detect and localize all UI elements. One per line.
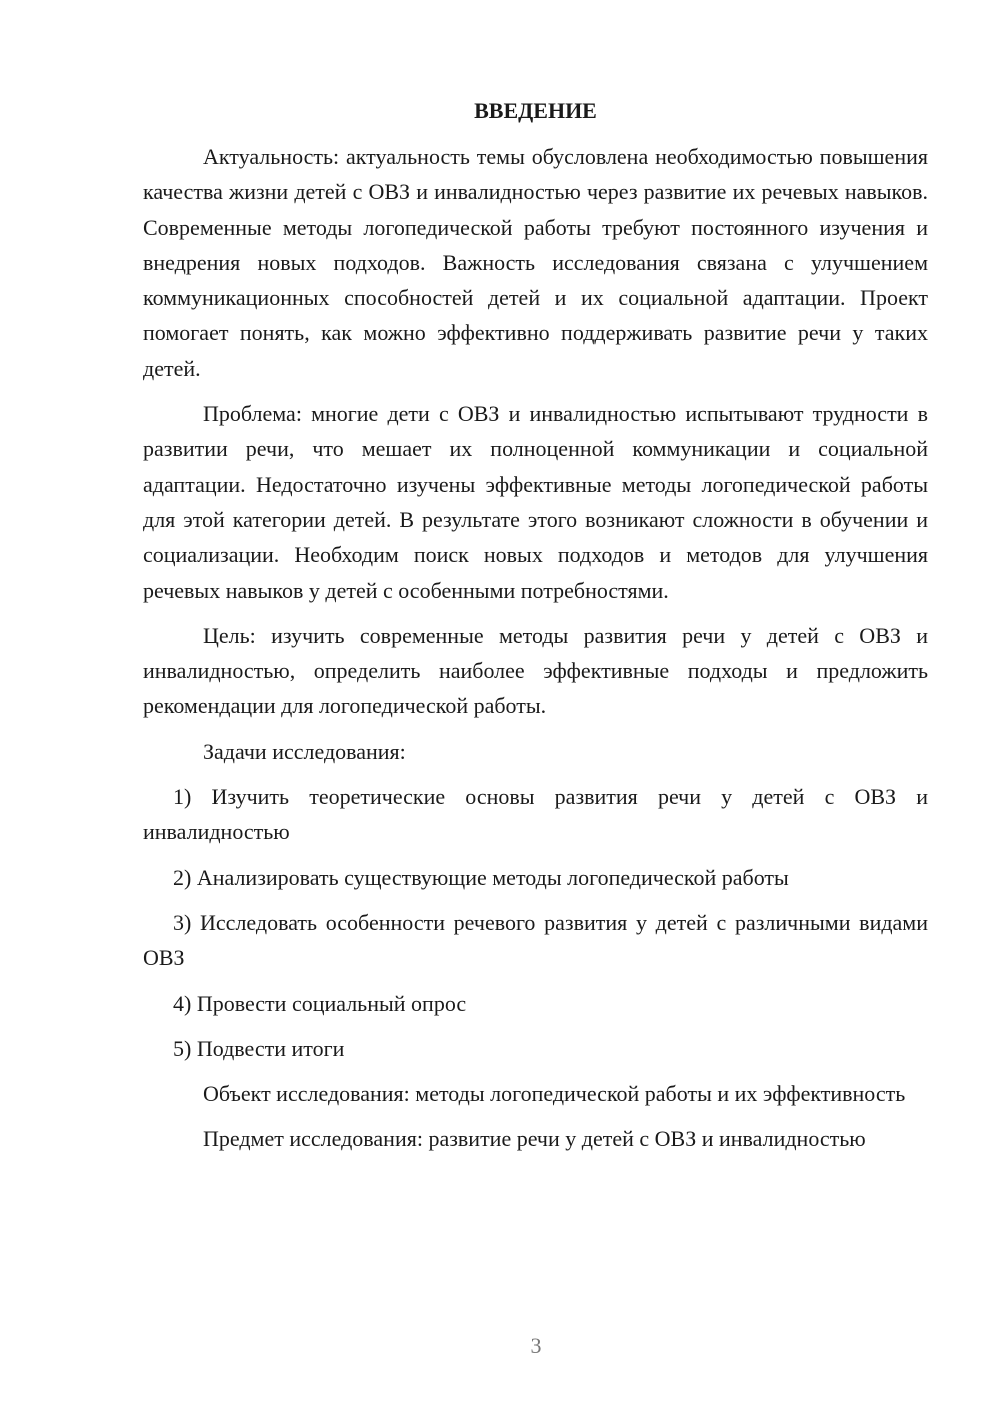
task-item-5: 5) Подвести итоги xyxy=(173,1035,345,1061)
relevance-paragraph: Актуальность: актуальность темы обусловлена необходимостью повышения качества жизни детей с ОВЗ и инвалидностью через развитие их речевых навыков. Современные методы логопедической работы требуют постоянного изучения и внедрения новых подходов. Важность исследования связана с улучшением коммуникационных способностей детей и их социальной адаптации. Проект помогает понять, как можно эффективно поддерживать развитие речи у таких детей. xyxy=(143,144,928,381)
task-item-4: 4) Провести социальный опрос xyxy=(173,990,467,1016)
object-paragraph: Объект исследования: методы логопедической работы и их эффективность xyxy=(203,1081,906,1107)
task-item-3: 3) Исследовать особенности речевого развития у детей с различными видами ОВЗ xyxy=(143,909,928,971)
goal-paragraph: Цель: изучить современные методы развития речи у детей с ОВЗ и инвалидностью, определить наиболее эффективные подходы и предложить рекомендации для логопедической работы. xyxy=(143,622,928,719)
tasks-heading: Задачи исследования: xyxy=(203,738,406,764)
subject-paragraph: Предмет исследования: развитие речи у детей с ОВЗ и инвалидностью xyxy=(203,1126,866,1152)
section-title: ВВЕДЕНИЕ xyxy=(474,98,597,123)
page-number: 3 xyxy=(530,1333,542,1358)
problem-paragraph: Проблема: многие дети с ОВЗ и инвалидностью испытывают трудности в развитии речи, что мешает их полноценной коммуникации и социальной адаптации. Недостаточно изучены эффективные методы логопедической работы для этой категории детей. В результате этого возникают сложности в обучении и социализации. Необходим поиск новых подходов и методов для улучшения речевых навыков у детей с особенными потребностями. xyxy=(143,401,928,603)
page-content xyxy=(143,96,928,1157)
task-item-1: 1) Изучить теоретические основы развития речи у детей с ОВЗ и инвалидностью xyxy=(143,784,928,845)
task-item-2: 2) Анализировать существующие методы логопедической работы xyxy=(173,864,789,890)
